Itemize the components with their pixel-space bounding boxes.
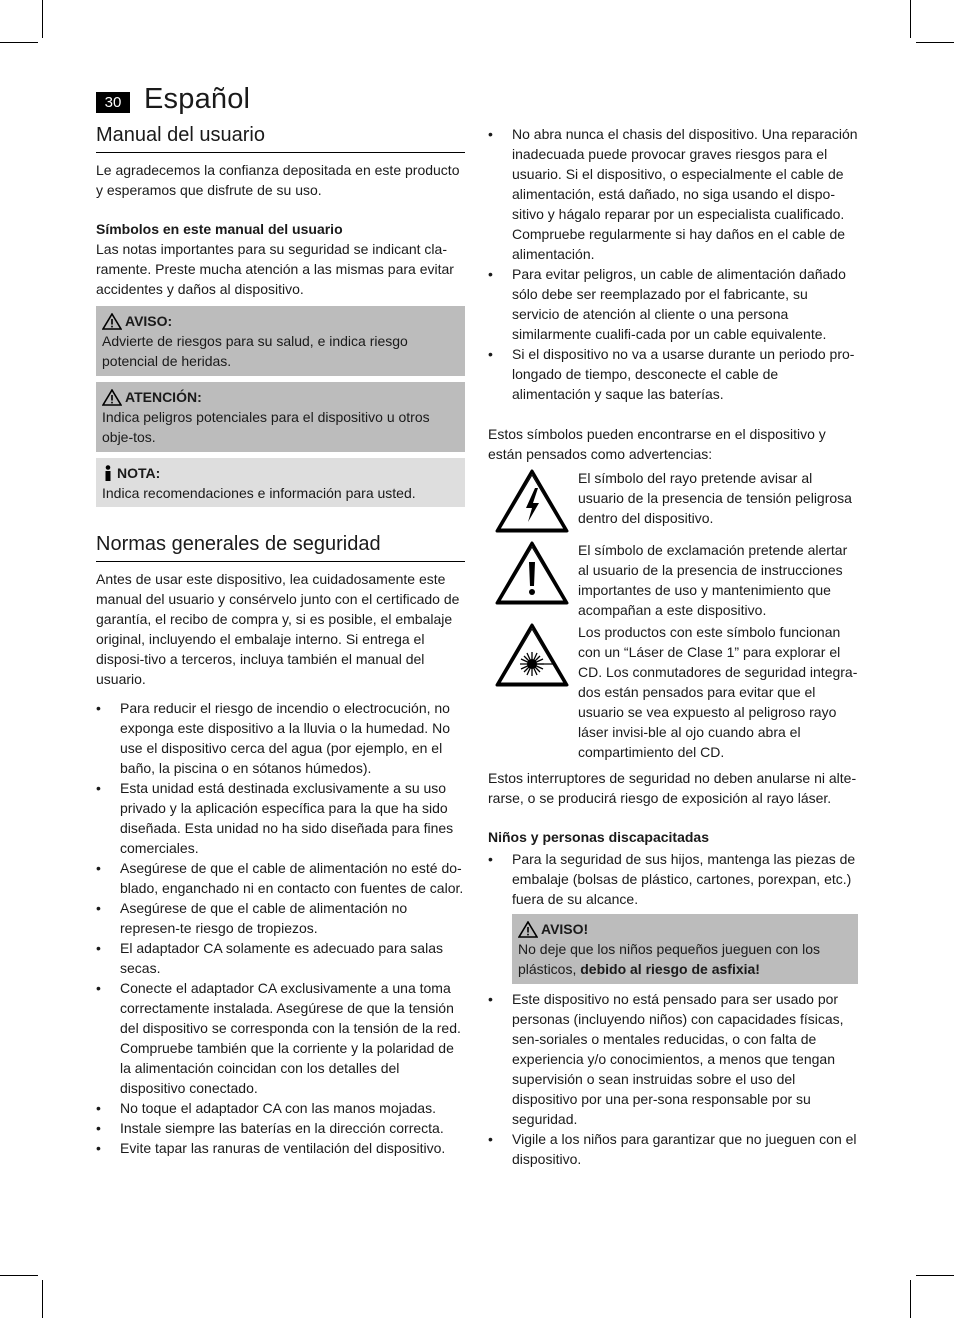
exclamation-warning-icon [494, 540, 570, 606]
list-item: • Este dispositivo no está pensado para ser usado por personas (incluyendo niños) con capacidades físicas, sen-soriales o mentales reducidas, o con falta de experiencia y/o conocimientos, a menos que tengan supervisión o sean instruidas sobre el uso del dispositivo por una per-sona responsable por su seguridad. [488, 989, 858, 1129]
right-column [488, 0, 858, 1169]
children-list [488, 849, 858, 909]
aviso-children-bold: debido al riesgo de asfixia! [580, 961, 760, 977]
symbols-intro: Estos símbolos pueden encontrarse en el dispositivo y están pensados como advertencias: [488, 426, 826, 462]
crop-mark [916, 1275, 954, 1276]
children-heading: Niños y personas discapacitadas [488, 829, 709, 845]
list-item: • El adaptador CA solamente es adecuado para salas secas. [96, 938, 465, 978]
page-number: 30 [96, 92, 130, 113]
lightning-warning-icon [494, 468, 570, 534]
crop-mark [910, 0, 911, 38]
atencion-text: Indica peligros potenciales para el dispositivo u otros obje-tos. [102, 409, 430, 445]
list-item: • Conecte el adaptador CA exclusivamente a una toma correctamente instalada. Asegúrese de que la tensión del dispositivo se corresponda con la tensión de la red. Compruebe también que la corriente y la polaridad de la alimentación coincidan con los detalles del dispositivo conectado. [96, 978, 465, 1098]
safety-list-continued [488, 124, 858, 404]
safety-intro: Antes de usar este dispositivo, lea cuidadosamente este manual del usuario y consérvelo junto con el certificado de garantía, el recibo de compra y, si es posible, el embalaje original, incluyendo el embalaje interno. Si entrega el disposi-tivo a terceros, incluya también el manual del usuario. [96, 571, 460, 687]
list-item: • Instale siempre las baterías en la dirección correcta. [96, 1118, 465, 1138]
list-item: • Asegúrese de que el cable de alimentación no esté do-blado, enganchado ni en contacto con fuentes de calor. [96, 858, 465, 898]
children-list-continued [488, 989, 858, 1169]
safety-title: Normas generales de seguridad [96, 533, 465, 562]
symbols-heading: Símbolos en este manual del usuario [96, 221, 343, 237]
list-item: • Vigile a los niños para garantizar que no jueguen con el dispositivo. [488, 1129, 858, 1169]
laser-text: Los productos con este símbolo funcionan con un “Láser de Clase 1” para explorar el CD. Los conmutadores de seguridad integra-dos están pensados para evitar que el usuario se vea expuesto al peligroso rayo láser invisi-ble al ojo cuando abra el compartimiento del CD. [578, 624, 858, 760]
aviso-children-title: AVISO! [541, 921, 589, 937]
list-item: • Asegúrese de que el cable de alimentación no represen-te riesgo de tropiezos. [96, 898, 465, 938]
exclamation-text: El símbolo de exclamación pretende alertar al usuario de la presencia de instrucciones importantes de uso y mantenimiento que acompañan a este dispositivo. [578, 542, 848, 618]
laser-warning-icon [494, 622, 570, 688]
exclamation-row [488, 540, 858, 620]
lightning-text: El símbolo del rayo pretende avisar al usuario de la presencia de tensión peligrosa dentro del dispositivo. [578, 470, 852, 526]
warning-triangle-icon [102, 389, 122, 406]
left-column [96, 0, 465, 1158]
aviso-box [96, 306, 465, 376]
list-item: • Para reducir el riesgo de incendio o electrocución, no exponga este dispositivo a la lluvia o la humedad. No use el dispositivo cerca del agua (por ejemplo, en el baño, la piscina o en sótanos húmedos). [96, 698, 465, 778]
crop-mark [0, 42, 38, 43]
atencion-title: ATENCIÓN: [125, 389, 202, 405]
warning-triangle-icon [518, 921, 538, 938]
crop-mark [42, 1280, 43, 1318]
page-title: Español [144, 83, 251, 115]
symbols-text: Las notas importantes para su seguridad se indicant cla-ramente. Preste mucha atención a las mismas para evitar accidentes y daños al dispositivo. [96, 241, 454, 297]
list-item: • Si el dispositivo no va a usarse durante un periodo pro-longado de tiempo, desconecte el cable de alimentación y saque las baterías. [488, 344, 858, 404]
list-item: • No abra nunca el chasis del dispositivo. Una reparación inadecuada puede provocar graves riesgos para el usuario. Si el dispositivo, o especialmente el cable de alimentación, está dañado, no siga usando el dispo-sitivo y hágalo reparar por un especialista cualificado. Compruebe regularmente si hay daños en el cable de alimentación. [488, 124, 858, 264]
warning-triangle-icon [102, 313, 122, 330]
nota-box [96, 458, 465, 507]
atencion-box [96, 382, 465, 452]
nota-title: NOTA: [117, 465, 161, 481]
list-item: • Para evitar peligros, un cable de alimentación dañado sólo debe ser reemplazado por el fabricante, su servicio de atención al cliente o una persona similarmente cualifi-cada por un cable equivalente. [488, 264, 858, 344]
manual-title: Manual del usuario [96, 124, 465, 153]
aviso-text: Advierte de riesgos para su salud, e indica riesgo potencial de heridas. [102, 333, 408, 369]
lightning-row [488, 468, 858, 534]
switches-text: Estos interruptores de seguridad no deben anularse ni alte-rarse, o se producirá riesgo de exposición al rayo láser. [488, 770, 857, 806]
safety-list [96, 698, 465, 1158]
list-item: • Esta unidad está destinada exclusivamente a su uso privado y la aplicación específica para la que ha sido diseñada. Esta unidad no ha sido diseñada para fines comerciales. [96, 778, 465, 858]
crop-mark [42, 0, 43, 38]
aviso-children-box [512, 914, 858, 984]
info-icon [102, 465, 114, 482]
crop-mark [0, 1275, 38, 1276]
aviso-title: AVISO: [125, 313, 173, 329]
list-item: • Evite tapar las ranuras de ventilación del dispositivo. [96, 1138, 465, 1158]
crop-mark [916, 42, 954, 43]
laser-row [488, 622, 858, 762]
list-item: • Para la seguridad de sus hijos, mantenga las piezas de embalaje (bolsas de plástico, cartones, porexpan, etc.) fuera de su alcance. [488, 849, 858, 909]
list-item: • No toque el adaptador CA con las manos mojadas. [96, 1098, 465, 1118]
aviso-children-text: No deje que los niños pequeños jueguen con los plásticos, [518, 941, 821, 977]
intro-text: Le agradecemos la confianza depositada en este producto y esperamos que disfrute de su uso. [96, 162, 460, 198]
crop-mark [910, 1280, 911, 1318]
nota-text: Indica recomendaciones e información para usted. [102, 485, 416, 501]
